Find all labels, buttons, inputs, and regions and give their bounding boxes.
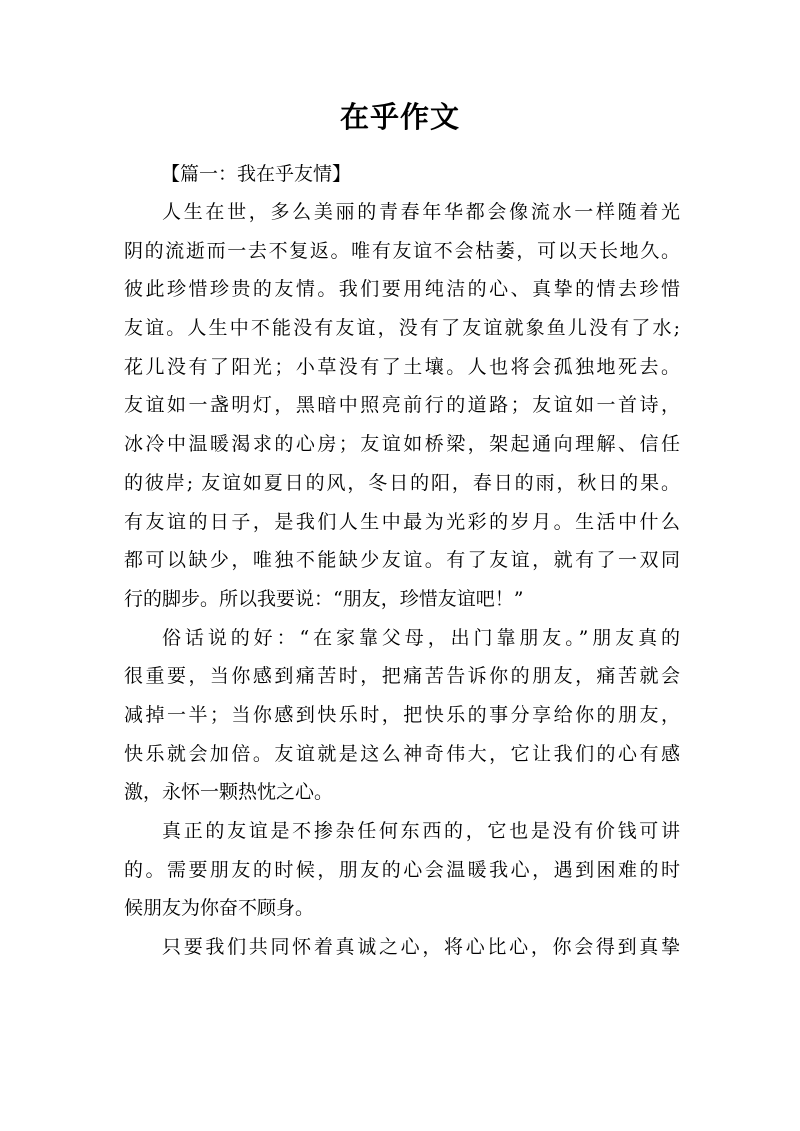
document-title: 在乎作文 bbox=[339, 100, 460, 134]
paragraph-line: 彼此珍惜珍贵的友情。我们要用纯洁的心、真挚的情去珍惜 bbox=[124, 278, 680, 301]
paragraph-line: 行的脚步。所以我要说：“朋友，珍惜友谊吧！” bbox=[124, 587, 524, 610]
paragraph-line: 只要我们共同怀着真诚之心，将心比心，你会得到真挚 bbox=[162, 936, 680, 959]
paragraph bbox=[124, 619, 680, 812]
paragraph-line: 很重要，当你感到痛苦时，把痛苦告诉你的朋友，痛苦就会 bbox=[124, 665, 680, 688]
paragraph-line: 真正的友谊是不掺杂任何东西的，它也是没有价钱可讲 bbox=[162, 820, 680, 842]
paragraph-line: 减掉一半；当你感到快乐时，把快乐的事分享给你的朋友， bbox=[124, 703, 680, 726]
paragraph-line: 快乐就会加倍。友谊就是这么神奇伟大，它让我们的心有感 bbox=[124, 742, 680, 765]
paragraph-line: 的彼岸; 友谊如夏日的风，冬日的阳，春日的雨，秋日的果。 bbox=[124, 471, 680, 494]
section-heading: 【篇一：我在乎友情】 bbox=[161, 163, 352, 185]
paragraph-line: 候朋友为你奋不顾身。 bbox=[124, 897, 315, 920]
document-body bbox=[124, 155, 680, 967]
paragraph bbox=[124, 812, 680, 928]
paragraph-line: 友谊如一盏明灯，黑暗中照亮前行的道路；友谊如一首诗， bbox=[124, 394, 680, 417]
paragraph bbox=[124, 193, 680, 619]
paragraph bbox=[124, 928, 680, 967]
paragraph-line: 友谊。人生中不能没有友谊，没有了友谊就象鱼儿没有了水; bbox=[124, 317, 680, 340]
paragraph-line: 冰冷中温暖渴求的心房；友谊如桥梁，架起通向理解、信任 bbox=[124, 433, 680, 456]
paragraph-line: 人生在世，多么美丽的青春年华都会像流水一样随着光 bbox=[162, 201, 680, 223]
paragraph-line: 俗话说的好：“在家靠父母，出门靠朋友。”朋友真的 bbox=[162, 626, 680, 649]
paragraph-line: 有友谊的日子，是我们人生中最为光彩的岁月。生活中什么 bbox=[124, 510, 680, 533]
paragraph-line: 都可以缺少，唯独不能缺少友谊。有了友谊，就有了一双同 bbox=[124, 549, 680, 572]
paragraph-line: 的。需要朋友的时候，朋友的心会温暖我心，遇到困难的时 bbox=[124, 858, 680, 881]
paragraph-line: 激，永怀一颗热忱之心。 bbox=[124, 781, 334, 804]
paragraph-line: 花儿没有了阳光；小草没有了土壤。人也将会孤独地死去。 bbox=[124, 355, 680, 378]
paragraph-line: 阴的流逝而一去不复返。唯有友谊不会枯萎，可以天长地久。 bbox=[124, 239, 680, 262]
